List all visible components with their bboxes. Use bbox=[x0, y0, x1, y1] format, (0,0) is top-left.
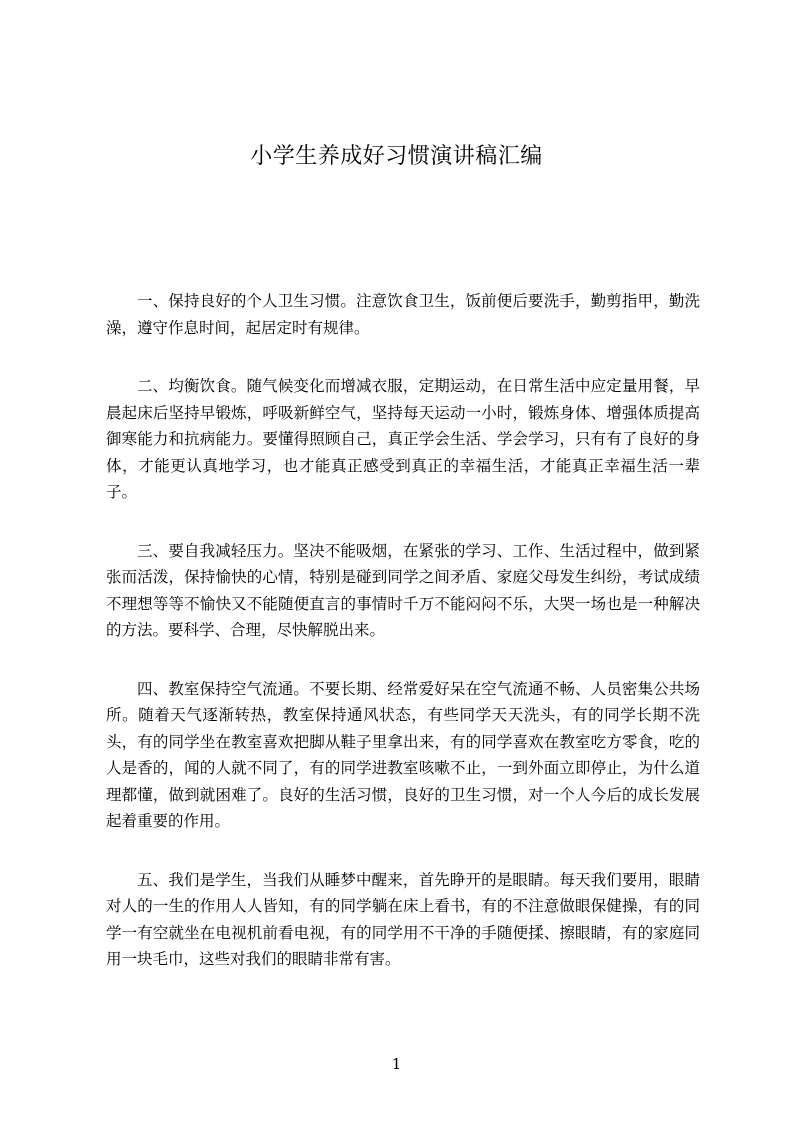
paragraph-3: 三、要自我减轻压力。坚决不能吸烟，在紧张的学习、工作、生活过程中，做到紧张而活泼，保持愉快的心情，特别是碰到同学之间矛盾、家庭父母发生纠纷，考试成绩不理想等等不愉快又不能随便直言的事情时千万不能闷闷不乐，大哭一场也是一种解决的方法。要科学、合理，尽快解脱出来。 bbox=[106, 541, 700, 639]
page-number: 1 bbox=[391, 1055, 402, 1073]
page-title: 小学生养成好习惯演讲稿汇编 bbox=[250, 144, 543, 169]
document-body bbox=[106, 288, 700, 1005]
paragraph-5: 五、我们是学生，当我们从睡梦中醒来，首先睁开的是眼睛。每天我们要用，眼睛对人的一生的作用人人皆知，有的同学躺在床上看书，有的不注意做眼保健操，有的同学一有空就坐在电视机前看电视，有的同学用不干净的手随便揉、擦眼睛，有的家庭同用一块毛巾，这些对我们的眼睛非常有害。 bbox=[106, 870, 700, 968]
paragraph-4: 四、教室保持空气流通。不要长期、经常爱好呆在空气流通不畅、人员密集公共场所。随着天气逐渐转热，教室保持通风状态，有些同学天天洗头，有的同学长期不洗头，有的同学坐在教室喜欢把脚从鞋子里拿出来，有的同学喜欢在教室吃方零食，吃的人是香的，闻的人就不同了，有的同学进教室咳嗽不止，一到外面立即停止，为什么道理都懂，做到就困难了。良好的生活习惯，良好的卫生习惯，对一个人今后的成长发展起着重要的作用。 bbox=[106, 679, 700, 830]
paragraph-2: 二、均衡饮食。随气候变化而增减衣服，定期运动，在日常生活中应定量用餐，早晨起床后坚持早锻炼，呼吸新鲜空气，坚持每天运动一小时，锻炼身体、增强体质提高御寒能力和抗病能力。要懂得照顾自己，真正学会生活、学会学习，只有有了良好的身体，才能更认真地学习，也才能真正感受到真正的幸福生活，才能真正幸福生活一辈子。 bbox=[106, 377, 700, 501]
paragraph-1: 一、保持良好的个人卫生习惯。注意饮食卫生，饭前便后要洗手，勤剪指甲，勤洗澡，遵守作息时间，起居定时有规律。 bbox=[106, 292, 700, 337]
